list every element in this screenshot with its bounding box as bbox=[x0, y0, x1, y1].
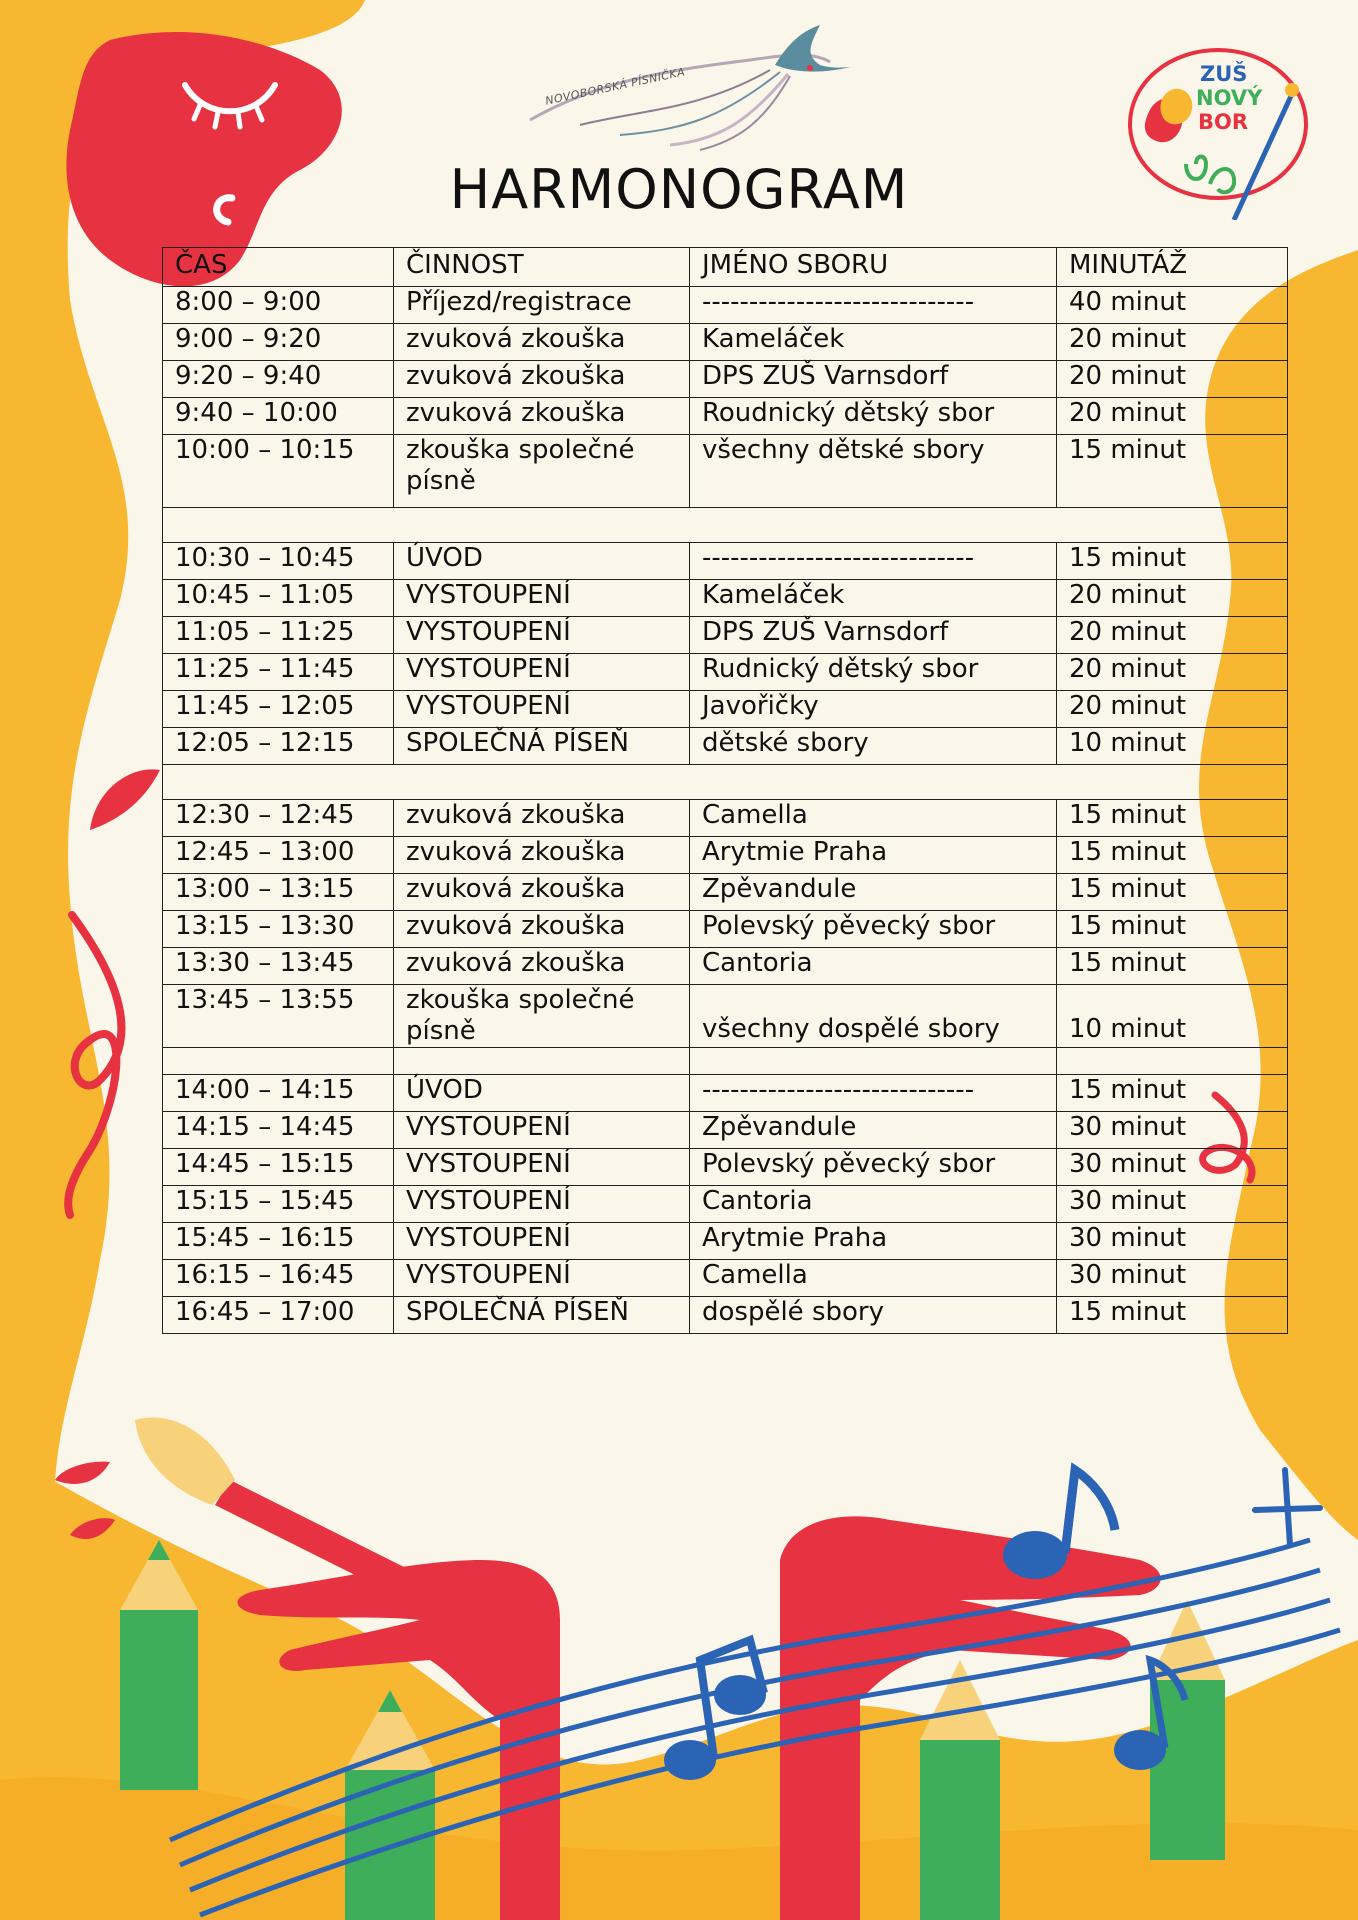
cell-min: 15 minut bbox=[1057, 1297, 1288, 1334]
zus-logo-line3: BOR bbox=[1198, 110, 1249, 134]
cell-sbor: ----------------------------- bbox=[690, 1075, 1057, 1112]
cell-sbor: Zpěvandule bbox=[690, 874, 1057, 911]
cell-cas: 15:45 – 16:15 bbox=[163, 1223, 394, 1260]
cell-min: 20 minut bbox=[1057, 324, 1288, 361]
table-row bbox=[163, 398, 1288, 435]
cell-cinnost: zvuková zkouška bbox=[394, 398, 690, 435]
table-row bbox=[163, 911, 1288, 948]
spacer-cell bbox=[163, 508, 1288, 543]
cell-cas: 10:30 – 10:45 bbox=[163, 543, 394, 580]
cell-cas: 10:45 – 11:05 bbox=[163, 580, 394, 617]
spacer-cell bbox=[1057, 1048, 1288, 1075]
cell-cinnost: zvuková zkouška bbox=[394, 361, 690, 398]
cell-sbor: Polevský pěvecký sbor bbox=[690, 1149, 1057, 1186]
page-title: HARMONOGRAM bbox=[449, 158, 909, 221]
cell-sbor: všechny dospělé sbory bbox=[690, 985, 1057, 1048]
header-sbor: JMÉNO SBORU bbox=[690, 248, 1057, 287]
zus-logo-line1: ZUŠ bbox=[1200, 62, 1248, 86]
spacer-cell bbox=[394, 1048, 690, 1075]
cell-min: 15 minut bbox=[1057, 948, 1288, 985]
cell-sbor: všechny dětské sbory bbox=[690, 435, 1057, 508]
cell-min: 20 minut bbox=[1057, 617, 1288, 654]
cell-cinnost: SPOLEČNÁ PÍSEŇ bbox=[394, 728, 690, 765]
cell-min: 15 minut bbox=[1057, 1075, 1288, 1112]
cell-sbor: Camella bbox=[690, 800, 1057, 837]
cell-sbor: Arytmie Praha bbox=[690, 1223, 1057, 1260]
spacer-cell bbox=[690, 1048, 1057, 1075]
cell-sbor: Arytmie Praha bbox=[690, 837, 1057, 874]
cell-cas: 9:00 – 9:20 bbox=[163, 324, 394, 361]
header-minutaz: MINUTÁŽ bbox=[1057, 248, 1288, 287]
cell-cinnost: zvuková zkouška bbox=[394, 874, 690, 911]
table-row bbox=[163, 543, 1288, 580]
table-spacer-row bbox=[163, 508, 1288, 543]
cell-sbor: Roudnický dětský sbor bbox=[690, 398, 1057, 435]
header-cinnost: ČINNOST bbox=[394, 248, 690, 287]
cell-cas: 13:15 – 13:30 bbox=[163, 911, 394, 948]
cell-cas: 8:00 – 9:00 bbox=[163, 287, 394, 324]
table-row bbox=[163, 800, 1288, 837]
header-cas: ČAS bbox=[163, 248, 394, 287]
cell-sbor: Cantoria bbox=[690, 948, 1057, 985]
cell-sbor: dospělé sbory bbox=[690, 1297, 1057, 1334]
table-row bbox=[163, 1149, 1288, 1186]
cell-cinnost: SPOLEČNÁ PÍSEŇ bbox=[394, 1297, 690, 1334]
cell-min: 15 minut bbox=[1057, 911, 1288, 948]
cell-cinnost: VYSTOUPENÍ bbox=[394, 1149, 690, 1186]
cell-min: 15 minut bbox=[1057, 800, 1288, 837]
cell-cas: 13:45 – 13:55 bbox=[163, 985, 394, 1048]
cell-sbor: Zpěvandule bbox=[690, 1112, 1057, 1149]
schedule-table bbox=[162, 247, 1288, 1334]
cell-cinnost: VYSTOUPENÍ bbox=[394, 580, 690, 617]
cell-min: 20 minut bbox=[1057, 691, 1288, 728]
cell-sbor: Kameláček bbox=[690, 580, 1057, 617]
table-row bbox=[163, 874, 1288, 911]
cell-min: 15 minut bbox=[1057, 435, 1288, 508]
table-row bbox=[163, 1260, 1288, 1297]
table-row bbox=[163, 1186, 1288, 1223]
table-row bbox=[163, 1075, 1288, 1112]
cell-cas: 15:15 – 15:45 bbox=[163, 1186, 394, 1223]
cell-min: 20 minut bbox=[1057, 398, 1288, 435]
cell-sbor: dětské sbory bbox=[690, 728, 1057, 765]
cell-cinnost: zkouška společné písně bbox=[394, 985, 690, 1048]
table-spacer-row bbox=[163, 765, 1288, 800]
cell-sbor: Rudnický dětský sbor bbox=[690, 654, 1057, 691]
cell-sbor: DPS ZUŠ Varnsdorf bbox=[690, 361, 1057, 398]
table-row bbox=[163, 654, 1288, 691]
table-row bbox=[163, 1297, 1288, 1334]
spacer-cell bbox=[163, 765, 1288, 800]
cell-cas: 14:15 – 14:45 bbox=[163, 1112, 394, 1149]
cell-cas: 10:00 – 10:15 bbox=[163, 435, 394, 508]
cell-cinnost: VYSTOUPENÍ bbox=[394, 1112, 690, 1149]
zus-logo-line2: NOVÝ bbox=[1196, 86, 1263, 110]
table-row bbox=[163, 948, 1288, 985]
cell-cas: 14:45 – 15:15 bbox=[163, 1149, 394, 1186]
spacer-cell bbox=[163, 1048, 394, 1075]
cell-cinnost: zvuková zkouška bbox=[394, 911, 690, 948]
cell-cas: 9:40 – 10:00 bbox=[163, 398, 394, 435]
cell-cas: 12:30 – 12:45 bbox=[163, 800, 394, 837]
cell-sbor: Polevský pěvecký sbor bbox=[690, 911, 1057, 948]
cell-sbor: Kameláček bbox=[690, 324, 1057, 361]
cell-cas: 11:25 – 11:45 bbox=[163, 654, 394, 691]
cell-cinnost: zkouška společné písně bbox=[394, 435, 690, 508]
cell-cinnost: VYSTOUPENÍ bbox=[394, 1186, 690, 1223]
cell-min: 30 minut bbox=[1057, 1223, 1288, 1260]
cell-min: 10 minut bbox=[1057, 985, 1288, 1048]
cell-min: 20 minut bbox=[1057, 580, 1288, 617]
cell-cinnost: zvuková zkouška bbox=[394, 837, 690, 874]
cell-sbor: DPS ZUŠ Varnsdorf bbox=[690, 617, 1057, 654]
table-row bbox=[163, 1223, 1288, 1260]
cell-cas: 11:45 – 12:05 bbox=[163, 691, 394, 728]
cell-cinnost: zvuková zkouška bbox=[394, 324, 690, 361]
cell-cas: 16:45 – 17:00 bbox=[163, 1297, 394, 1334]
cell-min: 20 minut bbox=[1057, 361, 1288, 398]
table-header-row bbox=[163, 248, 1288, 287]
table-row bbox=[163, 287, 1288, 324]
cell-cinnost: VYSTOUPENÍ bbox=[394, 1223, 690, 1260]
cell-sbor: Javořičky bbox=[690, 691, 1057, 728]
table-spacer-row bbox=[163, 1048, 1288, 1075]
cell-cas: 9:20 – 9:40 bbox=[163, 361, 394, 398]
cell-cinnost: VYSTOUPENÍ bbox=[394, 1260, 690, 1297]
cell-min: 20 minut bbox=[1057, 654, 1288, 691]
cell-min: 10 minut bbox=[1057, 728, 1288, 765]
table-row bbox=[163, 1112, 1288, 1149]
cell-cas: 13:00 – 13:15 bbox=[163, 874, 394, 911]
cell-min: 30 minut bbox=[1057, 1186, 1288, 1223]
cell-cas: 12:05 – 12:15 bbox=[163, 728, 394, 765]
cell-sbor: ----------------------------- bbox=[690, 543, 1057, 580]
cell-min: 15 minut bbox=[1057, 874, 1288, 911]
cell-cinnost: zvuková zkouška bbox=[394, 800, 690, 837]
cell-cas: 13:30 – 13:45 bbox=[163, 948, 394, 985]
cell-cinnost: VYSTOUPENÍ bbox=[394, 617, 690, 654]
table-row bbox=[163, 728, 1288, 765]
table-row bbox=[163, 580, 1288, 617]
cell-min: 30 minut bbox=[1057, 1149, 1288, 1186]
cell-cinnost: ÚVOD bbox=[394, 1075, 690, 1112]
cell-cinnost: ÚVOD bbox=[394, 543, 690, 580]
cell-min: 15 minut bbox=[1057, 543, 1288, 580]
cell-cas: 12:45 – 13:00 bbox=[163, 837, 394, 874]
cell-cinnost: VYSTOUPENÍ bbox=[394, 691, 690, 728]
table-row bbox=[163, 617, 1288, 654]
novoborska-pisnicka-logo bbox=[520, 10, 850, 160]
cell-cinnost: zvuková zkouška bbox=[394, 948, 690, 985]
cell-sbor: ----------------------------- bbox=[690, 287, 1057, 324]
table-row bbox=[163, 435, 1288, 508]
table-row bbox=[163, 985, 1288, 1048]
cell-cas: 16:15 – 16:45 bbox=[163, 1260, 394, 1297]
cell-sbor: Cantoria bbox=[690, 1186, 1057, 1223]
logo-left-text: NOVOBORSKÁ PÍSNIČKA bbox=[544, 65, 687, 108]
cell-min: 30 minut bbox=[1057, 1260, 1288, 1297]
cell-min: 30 minut bbox=[1057, 1112, 1288, 1149]
table-row bbox=[163, 837, 1288, 874]
table-row bbox=[163, 691, 1288, 728]
cell-min: 15 minut bbox=[1057, 837, 1288, 874]
cell-min: 40 minut bbox=[1057, 287, 1288, 324]
table-row bbox=[163, 361, 1288, 398]
cell-sbor: Camella bbox=[690, 1260, 1057, 1297]
cell-cinnost: Příjezd/registrace bbox=[394, 287, 690, 324]
cell-cas: 11:05 – 11:25 bbox=[163, 617, 394, 654]
cell-cas: 14:00 – 14:15 bbox=[163, 1075, 394, 1112]
cell-cinnost: VYSTOUPENÍ bbox=[394, 654, 690, 691]
table-row bbox=[163, 324, 1288, 361]
